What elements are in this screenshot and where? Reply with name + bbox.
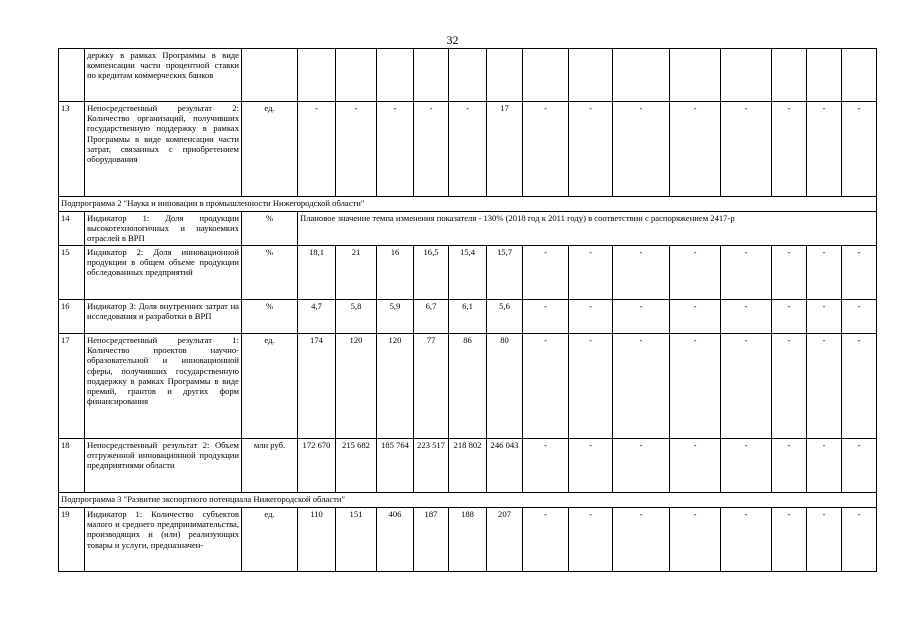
value-cell: 120 xyxy=(377,334,414,439)
value-cell: 6,7 xyxy=(414,300,449,334)
subprogram-heading: Подпрограмма 2 "Наука и инновации в промышленности Нижегородской области" xyxy=(59,197,877,212)
value-cell xyxy=(772,49,807,102)
row-number: 16 xyxy=(59,300,85,334)
value-cell: 18,1 xyxy=(298,246,336,300)
value-cell: - xyxy=(842,102,877,197)
value-cell: - xyxy=(721,300,772,334)
table-row xyxy=(59,197,877,212)
value-cell: 246 043 xyxy=(487,439,523,493)
value-cell: - xyxy=(807,246,842,300)
value-cell: - xyxy=(721,102,772,197)
value-cell: - xyxy=(613,300,670,334)
value-cell: - xyxy=(772,508,807,572)
value-cell xyxy=(569,49,613,102)
unit-cell: млн руб. xyxy=(242,439,298,493)
value-cell: - xyxy=(298,102,336,197)
value-cell: 174 xyxy=(298,334,336,439)
value-cell: - xyxy=(569,300,613,334)
value-cell: - xyxy=(670,334,721,439)
table-row xyxy=(59,102,877,197)
value-cell: - xyxy=(569,334,613,439)
value-cell: 151 xyxy=(336,508,377,572)
unit-cell: % xyxy=(242,212,298,246)
table-row xyxy=(59,334,877,439)
value-cell: 15,4 xyxy=(449,246,487,300)
value-cell xyxy=(807,49,842,102)
value-cell: 172 670 xyxy=(298,439,336,493)
value-cell: 15,7 xyxy=(487,246,523,300)
value-cell: - xyxy=(670,439,721,493)
value-cell xyxy=(721,49,772,102)
unit-cell: % xyxy=(242,246,298,300)
indicator-name: Индикатор 1: Количество субъектов малого и среднего предпринимательства, производящих и (или) реализующих товары и услуги, предназначен- xyxy=(85,508,242,572)
table-row xyxy=(59,49,877,102)
value-cell: - xyxy=(772,246,807,300)
value-cell: - xyxy=(377,102,414,197)
value-cell: 185 764 xyxy=(377,439,414,493)
value-cell: - xyxy=(772,334,807,439)
indicator-name: Индикатор 1: Доля продукции высокотехнологичных и наукоемких отраслей в ВРП xyxy=(85,212,242,246)
value-cell: - xyxy=(772,439,807,493)
value-cell: - xyxy=(613,334,670,439)
value-cell: 223 517 xyxy=(414,439,449,493)
table-row xyxy=(59,508,877,572)
indicator-name: держку в рамках Программы в виде компенсации части процентной ставки по кредитам коммерческих банков xyxy=(85,49,242,102)
value-cell: 16 xyxy=(377,246,414,300)
value-cell: - xyxy=(842,300,877,334)
value-cell: 21 xyxy=(336,246,377,300)
value-cell xyxy=(336,49,377,102)
value-cell xyxy=(523,49,569,102)
value-cell: 215 682 xyxy=(336,439,377,493)
row-number: 15 xyxy=(59,246,85,300)
value-cell: - xyxy=(569,508,613,572)
row-number xyxy=(59,49,85,102)
value-cell: 188 xyxy=(449,508,487,572)
value-cell xyxy=(487,49,523,102)
table-row xyxy=(59,493,877,508)
value-cell: 17 xyxy=(487,102,523,197)
indicator-name: Непосредственный результат 2: Объем отгруженной инновационной продукции предприятиями области xyxy=(85,439,242,493)
value-cell xyxy=(842,49,877,102)
value-cell: - xyxy=(721,334,772,439)
value-cell: - xyxy=(523,439,569,493)
value-cell: 4,7 xyxy=(298,300,336,334)
indicator-name: Непосредственный результат 2: Количество организаций, получивших государственную поддержку в рамках Программы в виде компенсации части затрат, связанных с приобретением оборудования xyxy=(85,102,242,197)
value-cell: - xyxy=(670,508,721,572)
indicator-name: Индикатор 2: Доля инновационной продукции в общем объеме продукции обследованных предприятий xyxy=(85,246,242,300)
value-cell: 5,9 xyxy=(377,300,414,334)
planned-value-note: Плановое значение темпа изменения показателя - 130% (2018 год к 2011 году) в соответствии с распоряжением 2417-р xyxy=(298,212,877,246)
row-number: 14 xyxy=(59,212,85,246)
value-cell: - xyxy=(772,300,807,334)
unit-cell: % xyxy=(242,300,298,334)
value-cell: - xyxy=(523,246,569,300)
value-cell: - xyxy=(569,246,613,300)
value-cell xyxy=(613,49,670,102)
value-cell: - xyxy=(842,508,877,572)
value-cell: - xyxy=(414,102,449,197)
value-cell: - xyxy=(842,439,877,493)
subprogram-heading: Подпрограмма 3 "Развитие экспортного потенциала Нижегородской области" xyxy=(59,493,877,508)
unit-cell: ед. xyxy=(242,102,298,197)
value-cell: 86 xyxy=(449,334,487,439)
row-number: 19 xyxy=(59,508,85,572)
value-cell: - xyxy=(523,508,569,572)
value-cell: - xyxy=(772,102,807,197)
value-cell: - xyxy=(523,300,569,334)
value-cell: - xyxy=(670,300,721,334)
value-cell: - xyxy=(523,334,569,439)
indicator-name: Индикатор 3: Доля внутренних затрат на исследования и разработки в ВРП xyxy=(85,300,242,334)
value-cell: - xyxy=(613,439,670,493)
value-cell: - xyxy=(842,246,877,300)
value-cell: - xyxy=(613,246,670,300)
value-cell: - xyxy=(807,439,842,493)
value-cell: 187 xyxy=(414,508,449,572)
row-number: 18 xyxy=(59,439,85,493)
value-cell: 207 xyxy=(487,508,523,572)
value-cell xyxy=(414,49,449,102)
indicators-table xyxy=(58,48,877,572)
table-row xyxy=(59,300,877,334)
table-row xyxy=(59,439,877,493)
value-cell: - xyxy=(670,102,721,197)
value-cell: - xyxy=(336,102,377,197)
value-cell: - xyxy=(449,102,487,197)
value-cell xyxy=(377,49,414,102)
page-number: 32 xyxy=(446,33,459,47)
value-cell: - xyxy=(569,102,613,197)
value-cell: - xyxy=(721,439,772,493)
table-row xyxy=(59,246,877,300)
value-cell: - xyxy=(721,508,772,572)
value-cell: 120 xyxy=(336,334,377,439)
value-cell: - xyxy=(807,508,842,572)
row-number: 13 xyxy=(59,102,85,197)
value-cell: - xyxy=(807,334,842,439)
value-cell: - xyxy=(569,439,613,493)
value-cell: - xyxy=(842,334,877,439)
row-number: 17 xyxy=(59,334,85,439)
value-cell: 5,8 xyxy=(336,300,377,334)
value-cell: 110 xyxy=(298,508,336,572)
unit-cell: ед. xyxy=(242,508,298,572)
value-cell: - xyxy=(523,102,569,197)
unit-cell: ед. xyxy=(242,334,298,439)
table-row xyxy=(59,212,877,246)
value-cell: 16,5 xyxy=(414,246,449,300)
value-cell: - xyxy=(807,300,842,334)
value-cell: - xyxy=(670,246,721,300)
value-cell: 406 xyxy=(377,508,414,572)
value-cell: - xyxy=(721,246,772,300)
value-cell: - xyxy=(807,102,842,197)
indicator-name: Непосредственный результат 1: Количество проектов научно-образовательной и инновационной сферы, получивших государственную поддержку в рамках Программы в виде премий, грантов и других форм финансирования xyxy=(85,334,242,439)
value-cell: 5,6 xyxy=(487,300,523,334)
value-cell xyxy=(449,49,487,102)
value-cell: 80 xyxy=(487,334,523,439)
unit-cell xyxy=(242,49,298,102)
value-cell: 77 xyxy=(414,334,449,439)
value-cell: 218 802 xyxy=(449,439,487,493)
value-cell: 6,1 xyxy=(449,300,487,334)
value-cell xyxy=(670,49,721,102)
value-cell: - xyxy=(613,508,670,572)
value-cell: - xyxy=(613,102,670,197)
value-cell xyxy=(298,49,336,102)
